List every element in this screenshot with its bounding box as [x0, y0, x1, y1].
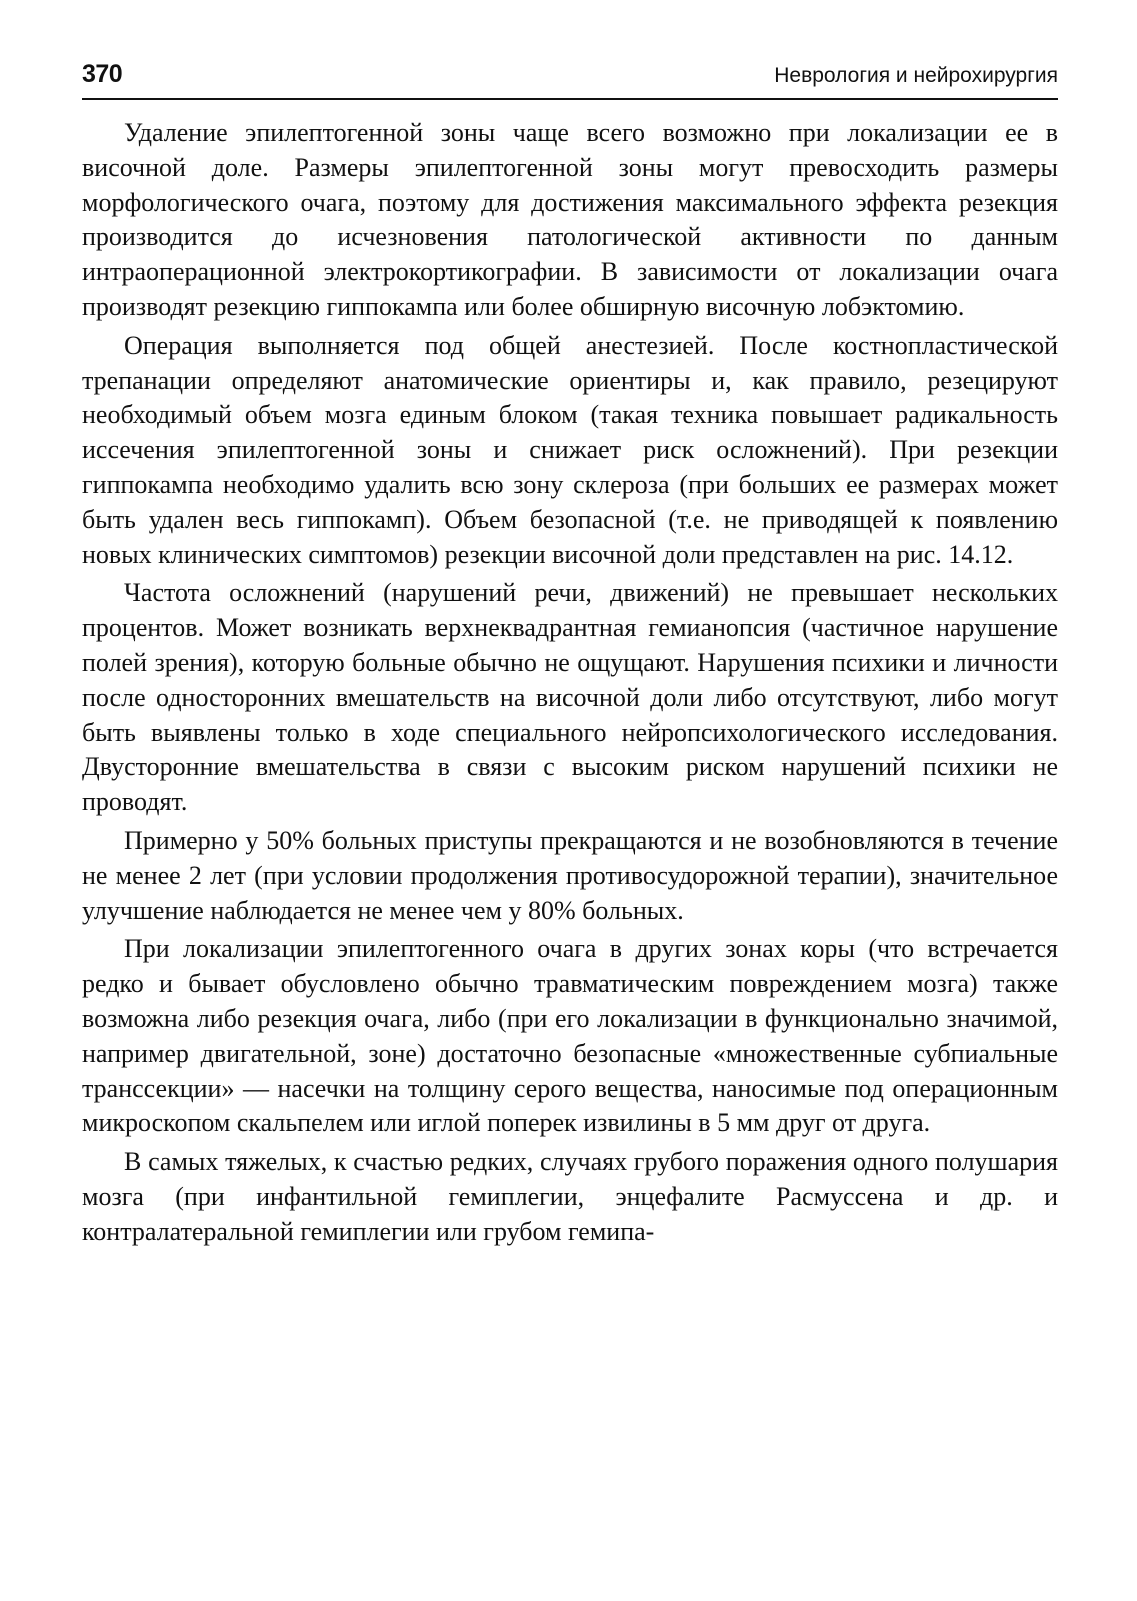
paragraph: Примерно у 50% больных приступы прекращаются и не возобновляются в течение не менее 2 лет (при условии продолжения противосудорожной терапии), значительное улучшение наблюдается не менее чем у 80% больных.	[82, 825, 1058, 925]
paragraph: В самых тяжелых, к счастью редких, случаях грубого поражения одного полушария мозга (при инфантильной гемиплегии, энцефалите Расмуссена и др. и контралатеральной гемиплегии или грубом гемипа-	[82, 1147, 1058, 1246]
section-title: Неврология и нейрохирургия	[774, 64, 1058, 87]
paragraph: При локализации эпилептогенного очага в других зонах коры (что встречается редко и бывает обусловлено обычно травматическим повреждением мозга) также возможна либо резекция очага, либо (при его локализации в функционально значимой, например двигательной, зоне) достаточно безопасные «множественные субпиальные транссекции» — насечки на толщину серого вещества, наносимые под операционным микроскопом скальпелем или иглой поперек извилины в 5 мм друг от друга.	[82, 934, 1058, 1138]
running-head	[82, 58, 1058, 100]
page-number: 370	[82, 60, 123, 88]
paragraph: Частота осложнений (нарушений речи, движений) не превышает нескольких процентов. Может возникать верхнеквадрантная гемианопсия (частичное нарушение полей зрения), которую больные обычно не ощущают. Нарушения психики и личности после односторонних вмешательств на височной доли либо отсутствуют, либо могут быть выявлены только в ходе специального нейропсихологического исследования. Двусторонние вмешательства в связи с высоким риском нарушений психики не проводят.	[82, 578, 1058, 817]
body-text	[82, 116, 1058, 1254]
paragraph: Удаление эпилептогенной зоны чаще всего возможно при локализации ее в височной доле. Размеры эпилептогенной зоны могут превосходить размеры морфологического очага, поэтому для достижения максимального эффекта резекция производится до исчезновения патологической активности по данным интраоперационной электрокортикографии. В зависимости от локализации очага производят резекцию гиппокампа или более обширную височную лобэктомию.	[82, 118, 1058, 321]
paragraph: Операция выполняется под общей анестезией. После костнопластической трепанации определяют анатомические ориентиры и, как правило, резецируют необходимый объем мозга единым блоком (такая техника повышает радикальность иссечения эпилептогенной зоны и снижает риск осложнений). При резекции гиппокампа необходимо удалить всю зону склероза (при больших ее размерах может быть удален весь гиппокамп). Объем безопасной (т.е. не приводящей к появлению новых клинических симптомов) резекции височной доли представлен на рис. 14.12.	[82, 330, 1058, 569]
